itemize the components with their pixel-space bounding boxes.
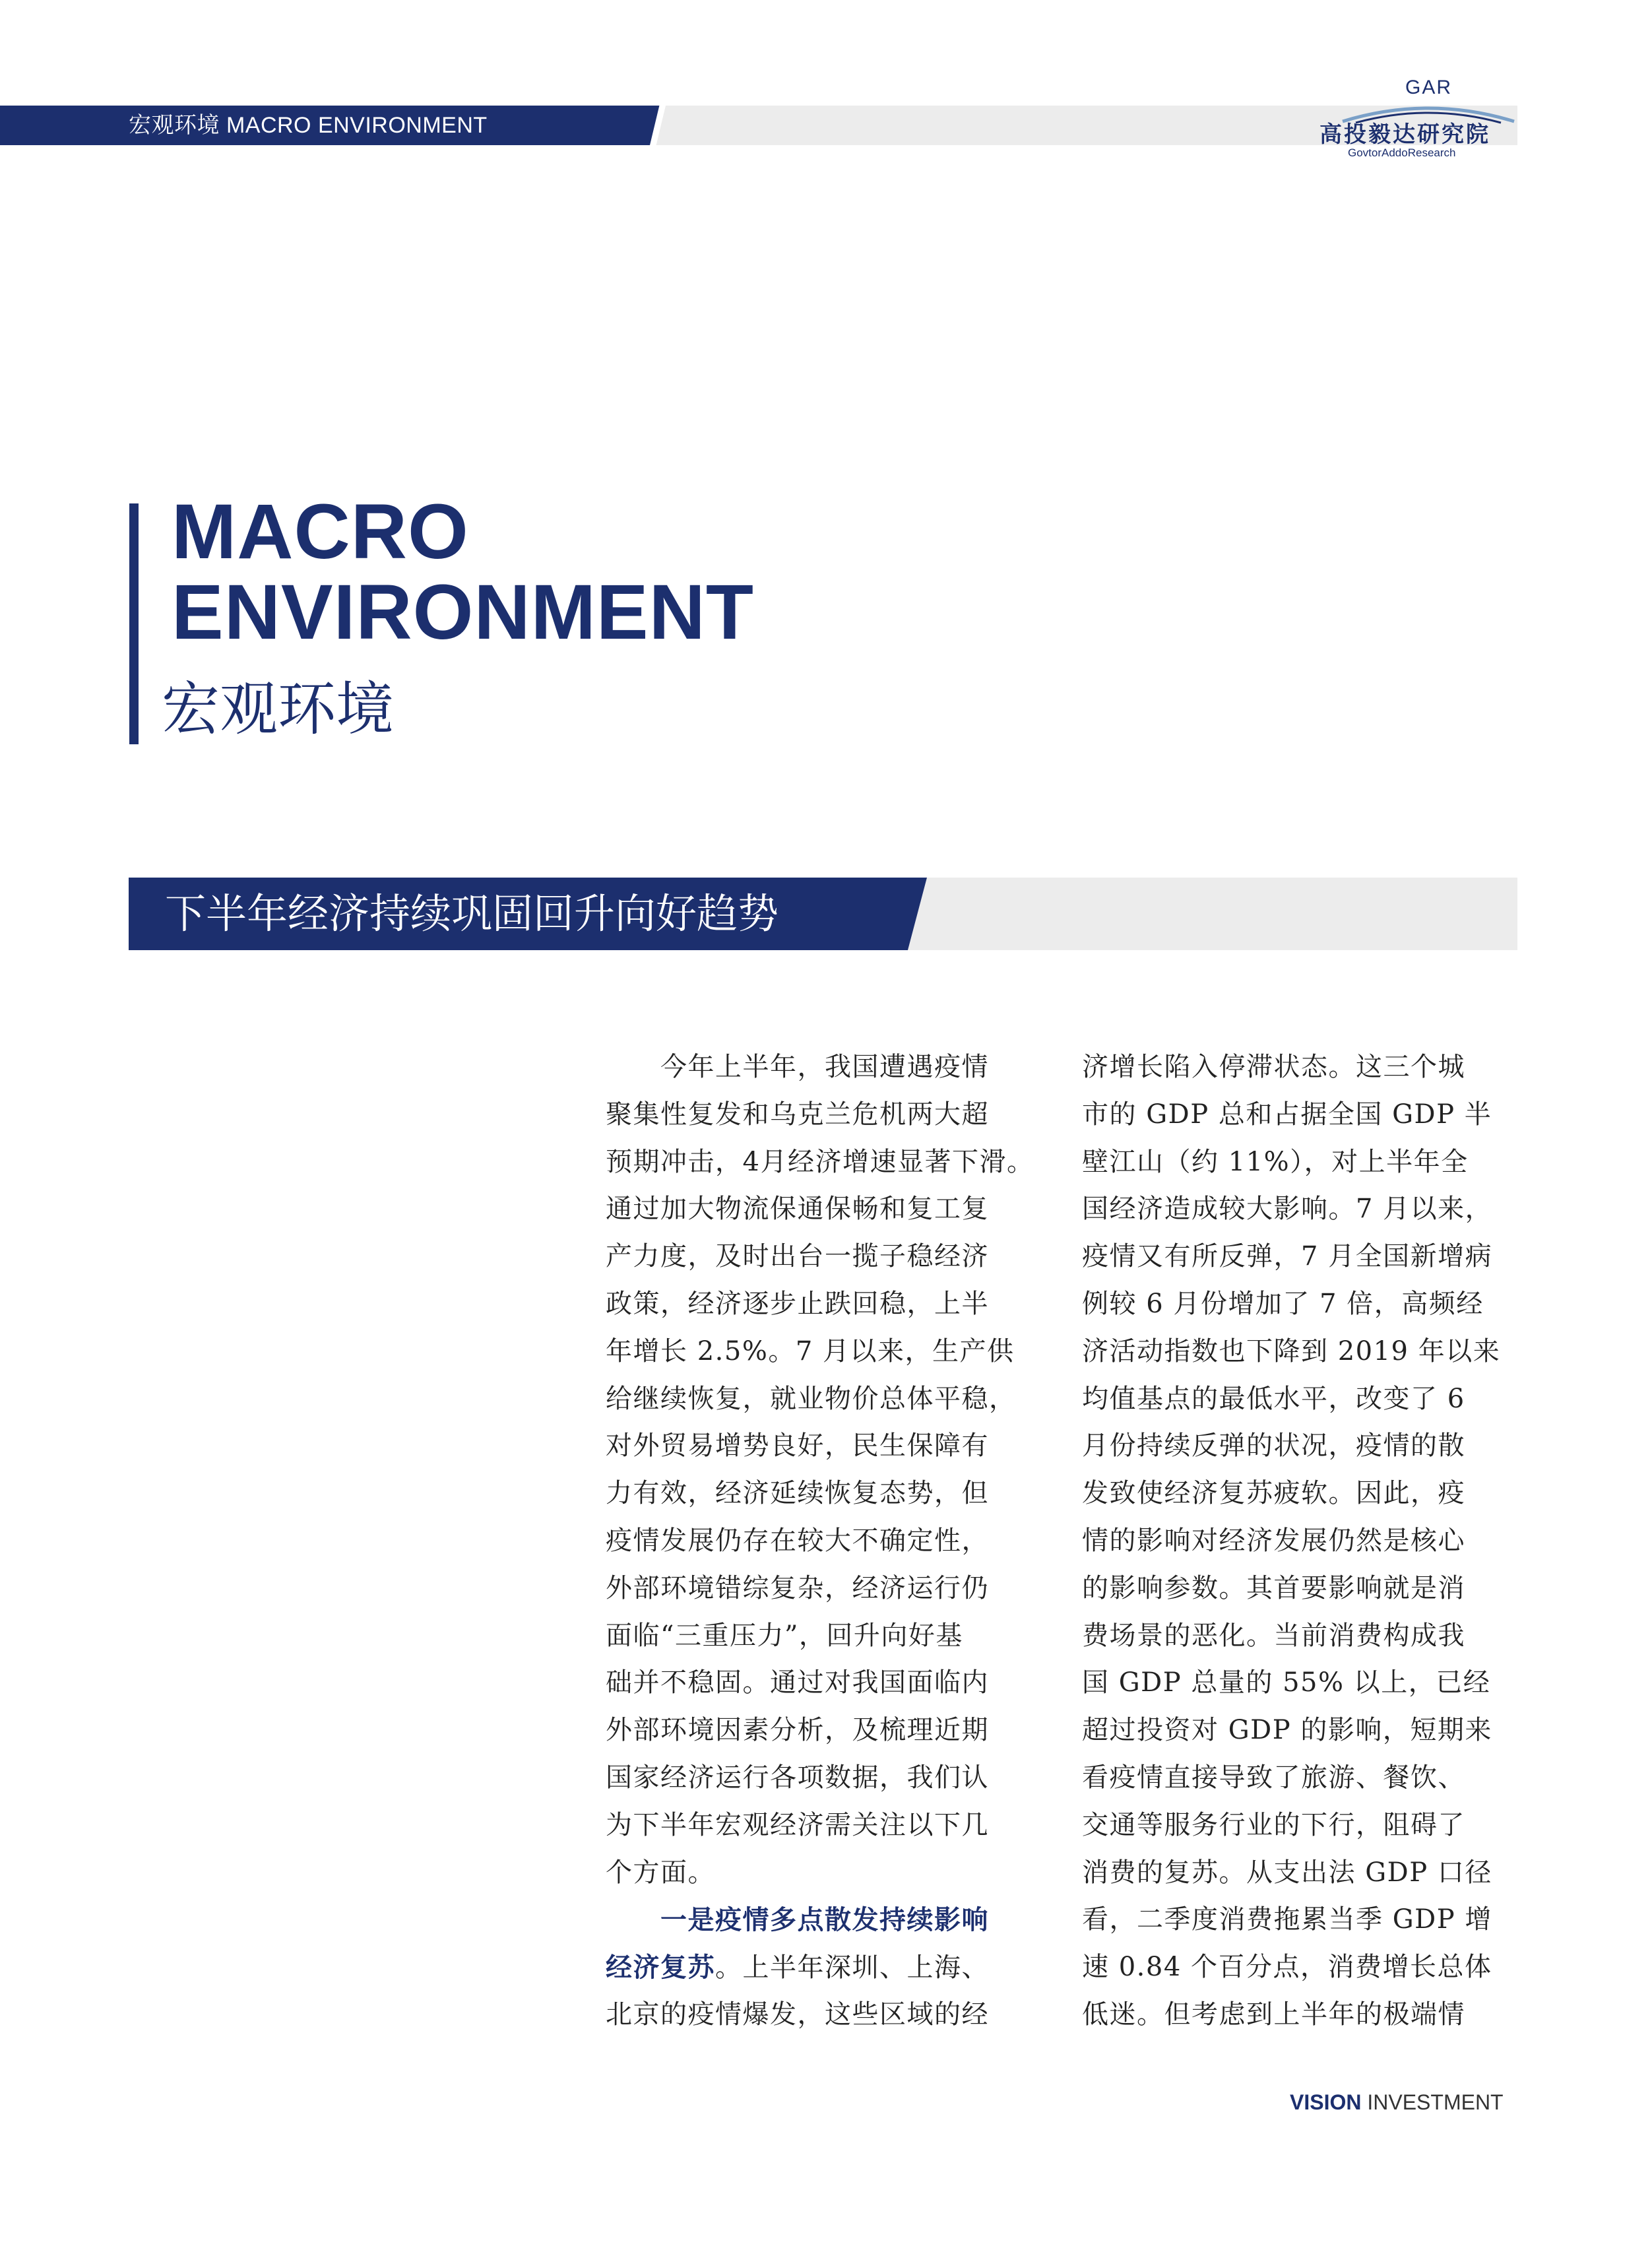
logo-abbr: GAR xyxy=(1405,77,1453,98)
article-line: 国经济造成较大影响。7 月以来， xyxy=(1082,1194,1493,1225)
article-line: 情的影响对经济发展仍然是核心 xyxy=(1082,1525,1465,1556)
article-line: 看，二季度消费拖累当季 GDP 增 xyxy=(1082,1904,1492,1935)
page-title-en-line1: MACRO xyxy=(172,488,469,575)
article-line: 济活动指数也下降到 2019 年以来 xyxy=(1082,1335,1501,1367)
page-title-en-line2: ENVIRONMENT xyxy=(172,569,754,656)
article-line: 看疫情直接导致了旅游、餐饮、 xyxy=(1082,1762,1465,1793)
logo-name-en: GovtorAddoResearch xyxy=(1348,146,1456,159)
article-line: 外部环境错综复杂，经济运行仍 xyxy=(606,1572,989,1603)
article-line: 今年上半年，我国遭遇疫情 xyxy=(606,1052,989,1082)
article-line: 个方面。 xyxy=(606,1857,715,1888)
section-title: 下半年经济持续巩固回升向好趋势 xyxy=(165,889,779,938)
article-line: 速 0.84 个百分点，消费增长总体 xyxy=(1082,1952,1492,1983)
logo-name-cn: 高投毅达研究院 xyxy=(1319,121,1490,148)
article-line: 给继续恢复，就业物价总体平稳， xyxy=(606,1383,1017,1414)
article-line: 年增长 2.5%。7 月以来，生产供 xyxy=(606,1335,1015,1367)
article-line: 市的 GDP 总和占据全国 GDP 半 xyxy=(1082,1099,1492,1130)
article-line: 月份持续反弹的状况，疫情的散 xyxy=(1082,1431,1465,1462)
logo xyxy=(1310,73,1547,172)
article-line: 预期冲击，4月经济增速显著下滑。 xyxy=(606,1146,1034,1177)
article-line: 超过投资对 GDP 的影响，短期来 xyxy=(1082,1715,1492,1746)
footer-magazine-name xyxy=(1290,2090,1504,2115)
article-line: 产力度，及时出台一揽子稳经济 xyxy=(606,1241,989,1272)
footer-vision: VISION xyxy=(1290,2090,1362,2114)
article-line: 壁江山（约 11%），对上半年全 xyxy=(1082,1146,1469,1177)
header-section-label: 宏观环境 MACRO ENVIRONMENT xyxy=(129,113,488,138)
article-line xyxy=(606,1944,1041,1991)
article-line: 疫情发展仍存在较大不确定性， xyxy=(606,1525,989,1556)
article-line: 发致使经济复苏疲软。因此，疫 xyxy=(1082,1478,1465,1509)
article-line: 聚集性复发和乌克兰危机两大超 xyxy=(606,1099,989,1130)
article-line: 为下半年宏观经济需关注以下几 xyxy=(606,1809,989,1840)
article-line: 政策，经济逐步止跌回稳，上半 xyxy=(606,1288,989,1319)
point-heading-end: 经济复苏 xyxy=(606,1952,715,1983)
article-line: 国 GDP 总量的 55% 以上，已经 xyxy=(1082,1667,1491,1698)
page-title-en xyxy=(172,488,754,656)
page-title-cn: 宏观环境 xyxy=(162,675,395,743)
article-line: 疫情又有所反弹，7 月全国新增病 xyxy=(1082,1241,1493,1272)
article-line: 低迷。但考虑到上半年的极端情 xyxy=(1082,1999,1465,2030)
point-heading: 一是疫情多点散发持续影响 xyxy=(606,1904,989,1936)
article-line: 础并不稳固。通过对我国面临内 xyxy=(606,1667,989,1698)
article-line: 均值基点的最低水平，改变了 6 xyxy=(1082,1383,1465,1414)
title-accent-bar xyxy=(129,503,139,744)
article-line: 面临“三重压力”，回升向好基 xyxy=(606,1620,963,1651)
article-line: 消费的复苏。从支出法 GDP 口径 xyxy=(1082,1857,1492,1888)
article-column-right xyxy=(1082,1044,1517,2039)
article-line: 对外贸易增势良好，民生保障有 xyxy=(606,1431,989,1462)
article-line: 外部环境因素分析，及梳理近期 xyxy=(606,1715,989,1746)
article-line: 的影响参数。其首要影响就是消 xyxy=(1082,1572,1465,1603)
article-line: 力有效，经济延续恢复态势，但 xyxy=(606,1478,989,1509)
article-line: 北京的疫情爆发，这些区域的经 xyxy=(606,1999,989,2030)
article-line: 通过加大物流保通保畅和复工复 xyxy=(606,1194,989,1225)
article-line: 交通等服务行业的下行，阻碍了 xyxy=(1082,1809,1465,1840)
article-column-left xyxy=(606,1044,1041,2039)
article-line: 费场景的恶化。当前消费构成我 xyxy=(1082,1620,1465,1651)
footer-investment: INVESTMENT xyxy=(1361,2090,1504,2114)
article-text: 。上半年深圳、上海、 xyxy=(715,1952,989,1983)
article-line: 济增长陷入停滞状态。这三个城 xyxy=(1082,1052,1465,1082)
article-line: 国家经济运行各项数据，我们认 xyxy=(606,1762,989,1793)
article-line: 例较 6 月份增加了 7 倍，高频经 xyxy=(1082,1288,1484,1319)
